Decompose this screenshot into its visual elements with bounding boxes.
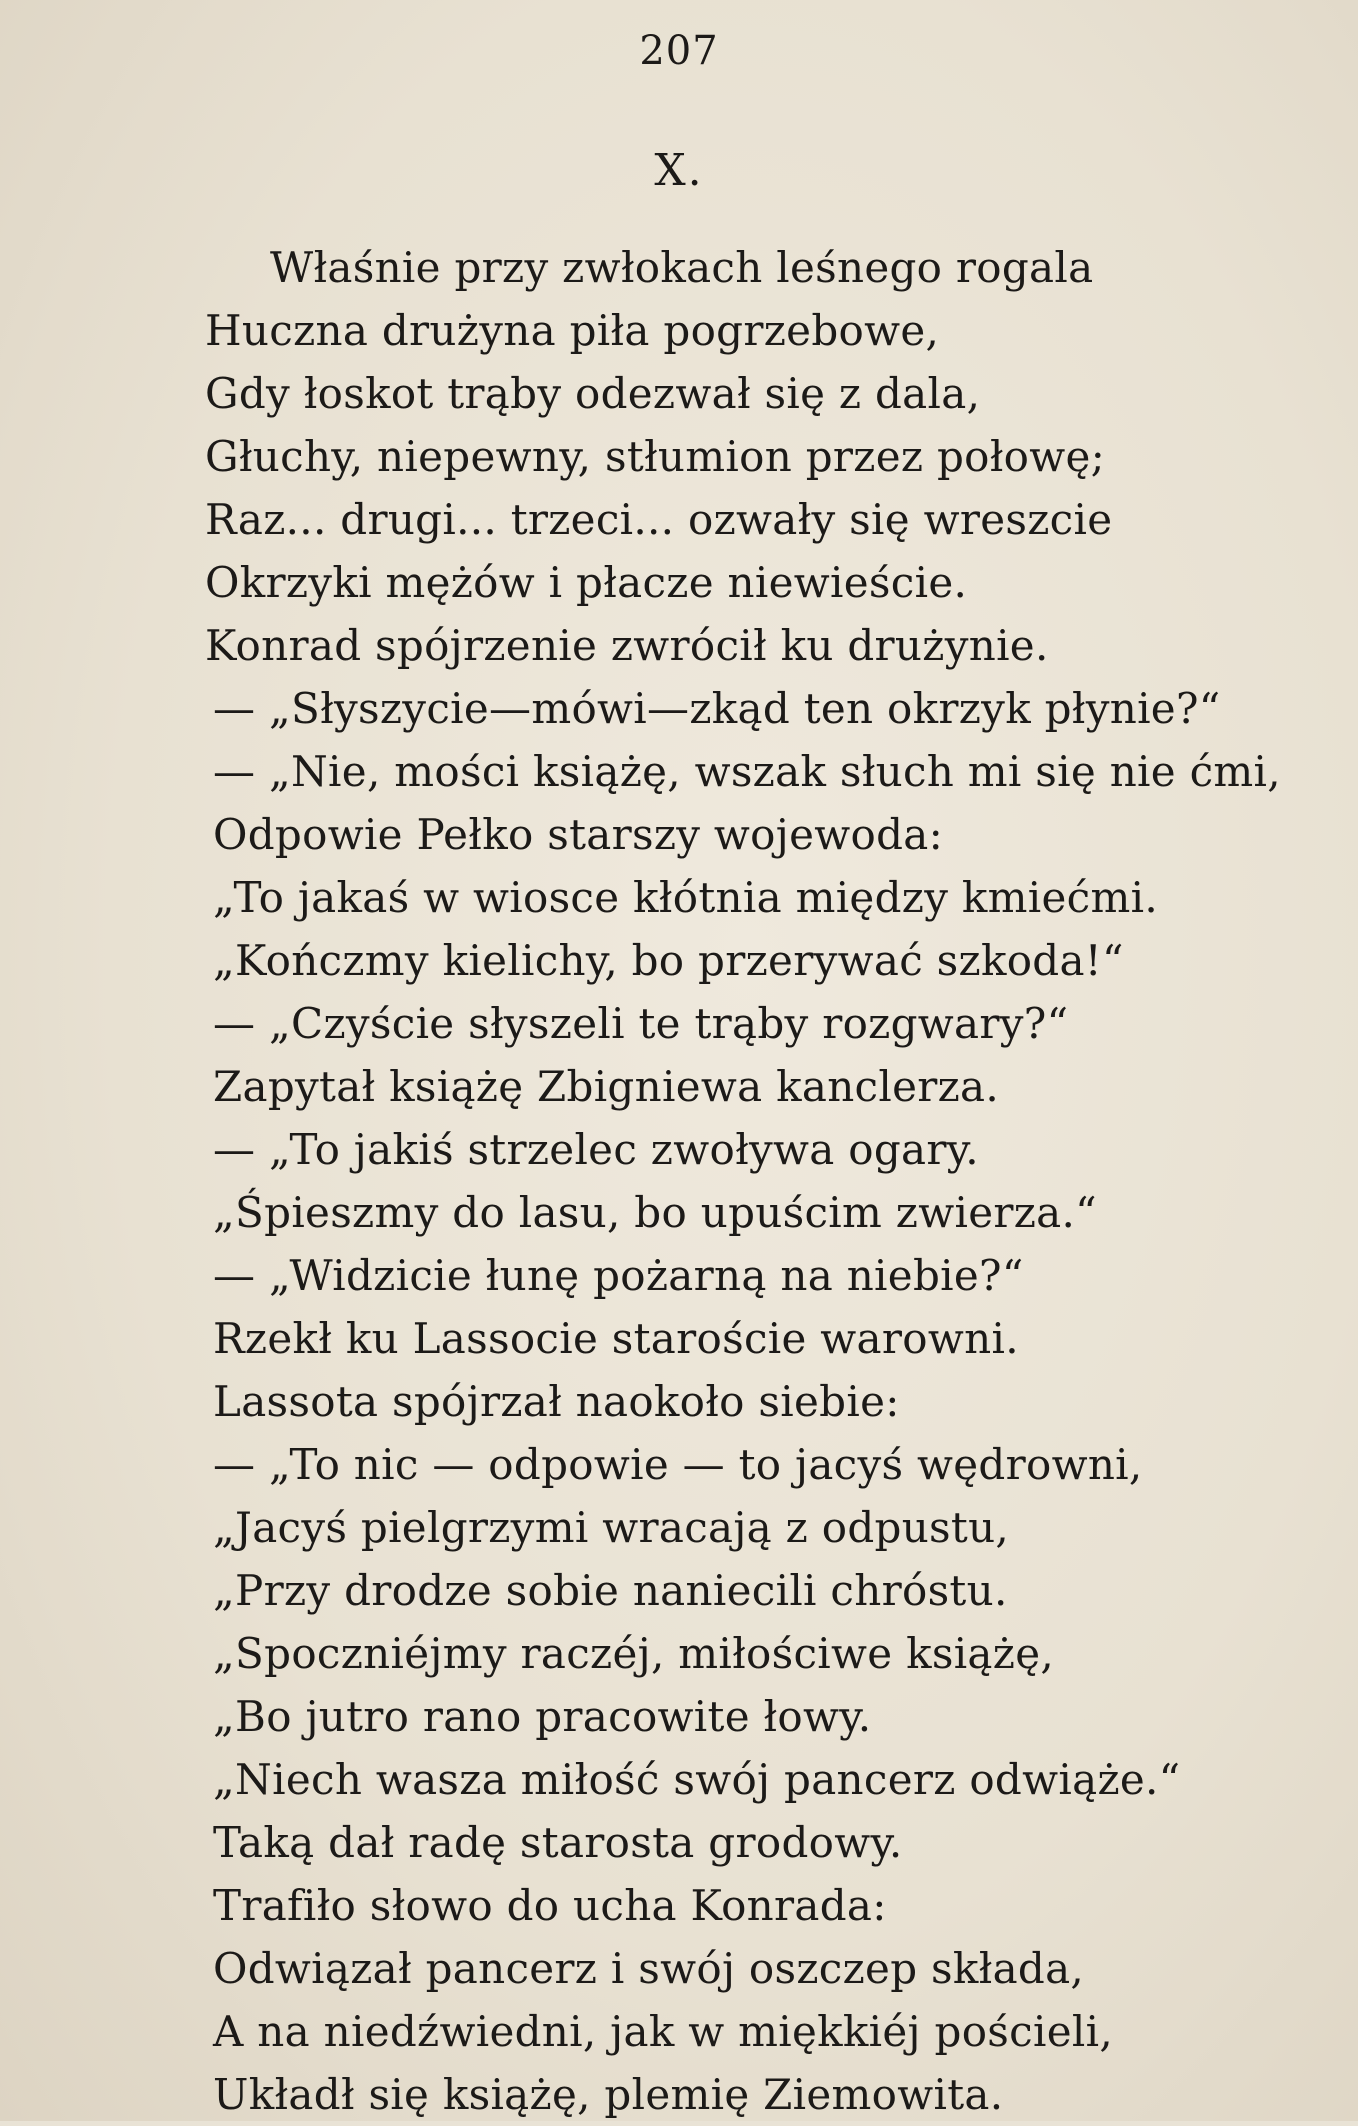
verse-line: Trafiło słowo do ucha Konrada: — [213, 1881, 887, 1930]
verse-line: „Bo jutro rano pracowite łowy. — [213, 1692, 872, 1741]
verse-line: „Przy drodze sobie naniecili chróstu. — [213, 1566, 1008, 1615]
page-number: 207 — [639, 28, 719, 74]
verse-line: Odwiązał pancerz i swój oszczep składa, — [213, 1944, 1085, 1993]
verse-line: Odpowie Pełko starszy wojewoda: — [213, 810, 944, 859]
verse-line: Gdy łoskot trąby odezwał się z dala, — [205, 369, 981, 418]
verse-line: — „Widzicie łunę pożarną na niebie?“ — [213, 1251, 1024, 1300]
verse-line: — „Słyszycie—mówi—zkąd ten okrzyk płynie?“ — [213, 684, 1221, 733]
verse-line: Zapytał książę Zbigniewa kanclerza. — [213, 1062, 1000, 1111]
verse-line: — „Czyście słyszeli te trąby rozgwary?“ — [213, 999, 1069, 1048]
verse-line: „Spoczniéjmy raczéj, miłościwe książę, — [213, 1629, 1055, 1678]
verse-line: Okrzyki mężów i płacze niewieście. — [205, 558, 968, 607]
poem-verse — [205, 236, 1325, 2126]
verse-line: — „To jakiś strzelec zwoływa ogary. — [213, 1125, 979, 1174]
verse-line: — „To nic — odpowie — to jacyś wędrowni, — [213, 1440, 1143, 1489]
verse-line: Właśnie przy zwłokach leśnego rogala — [270, 243, 1094, 292]
verse-line: Huczna drużyna piła pogrzebowe, — [205, 306, 940, 355]
verse-line: „Śpieszmy do lasu, bo upuścim zwierza.“ — [213, 1188, 1097, 1237]
verse-line: „Kończmy kielichy, bo przerywać szkoda!“ — [213, 936, 1124, 985]
verse-line: Raz... drugi... trzeci... ozwały się wreszcie — [205, 495, 1113, 544]
verse-line: — „Nie, mości książę, wszak słuch mi się nie ćmi, — [213, 747, 1281, 796]
verse-line: A na niedźwiedni, jak w miękkiéj pościeli, — [213, 2007, 1113, 2056]
verse-line: Rzekł ku Lassocie staroście warowni. — [213, 1314, 1019, 1363]
verse-line: „Jacyś pielgrzymi wracają z odpustu, — [213, 1503, 1010, 1552]
chapter-heading: X. — [654, 145, 704, 196]
verse-line: Głuchy, niepewny, stłumion przez połowę; — [205, 432, 1106, 481]
verse-line: Konrad spójrzenie zwrócił ku drużynie. — [205, 621, 1049, 670]
verse-line: „To jakaś w wiosce kłótnia między kmiećmi. — [213, 873, 1158, 922]
verse-line: „Niech wasza miłość swój pancerz odwiąże.“ — [213, 1755, 1181, 1804]
verse-line: Układł się książę, plemię Ziemowita. — [213, 2070, 1004, 2119]
verse-line: Taką dał radę starosta grodowy. — [213, 1818, 903, 1867]
verse-line: Lassota spójrzał naokoło siebie: — [213, 1377, 900, 1426]
